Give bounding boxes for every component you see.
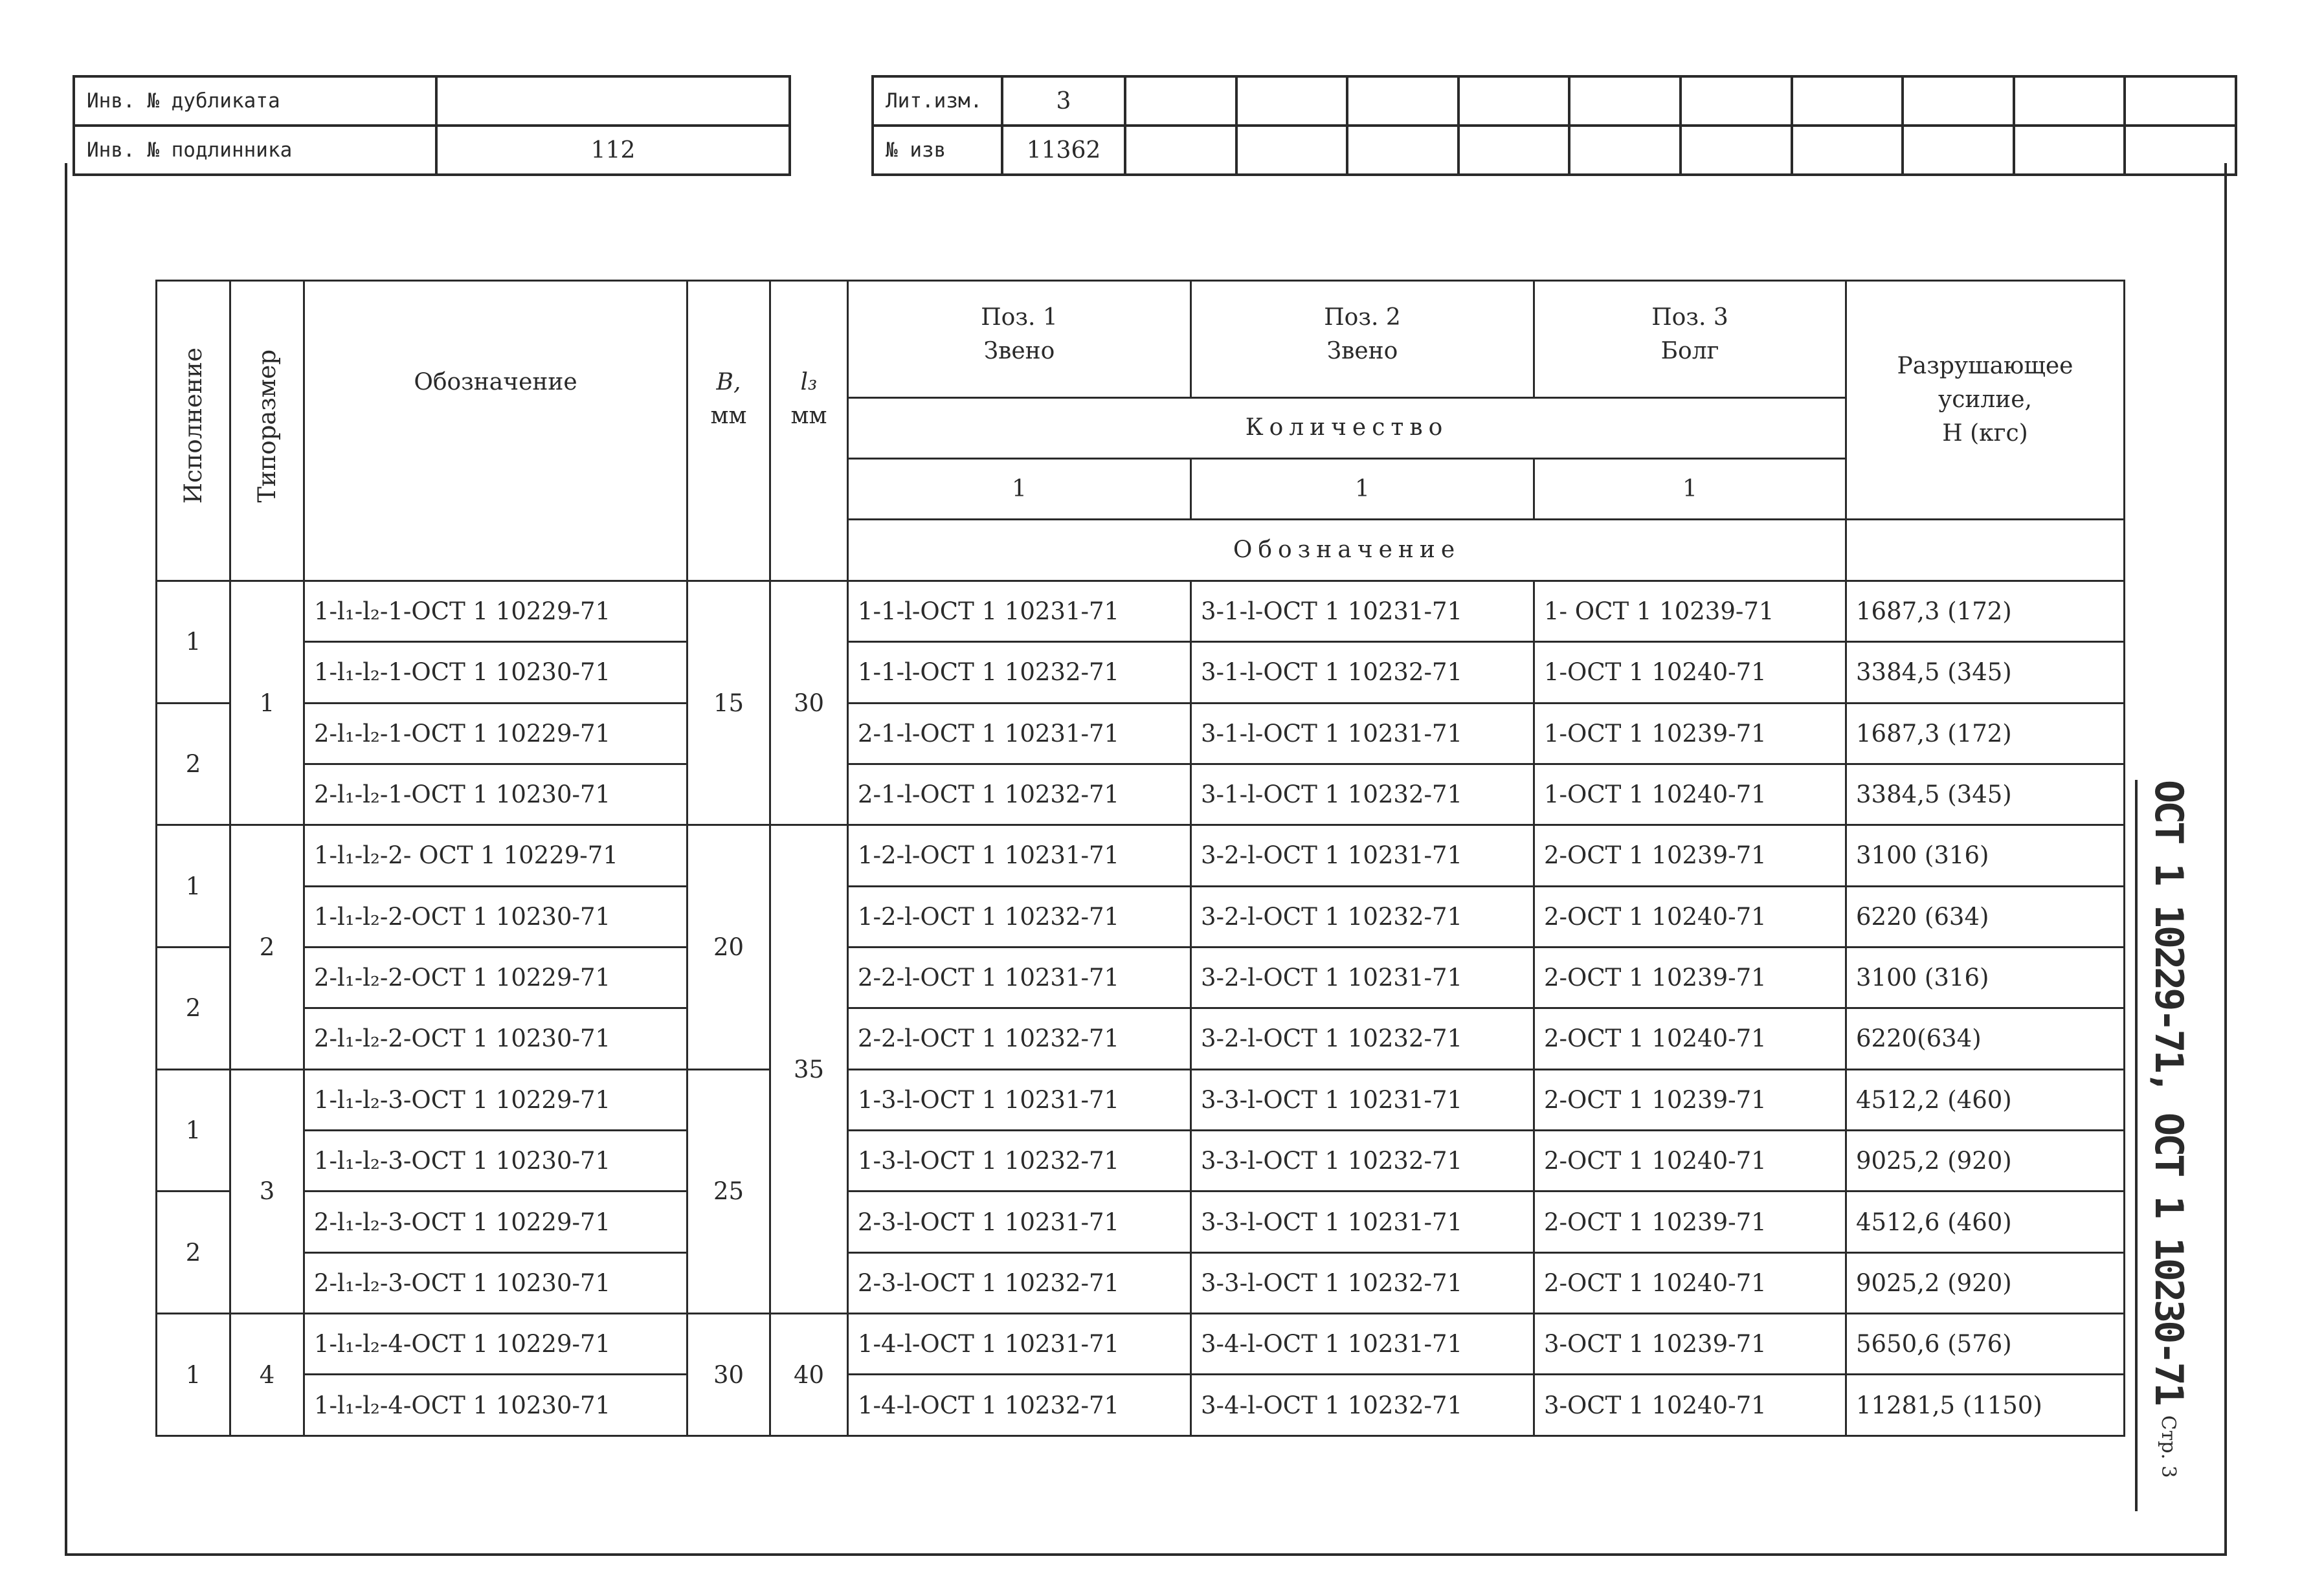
cell-oboznachenie: 1-l₁-l₂-3-ОСТ 1 10230-71 bbox=[304, 1131, 687, 1191]
cell-poz1: 1-2-l-ОСТ 1 10232-71 bbox=[848, 886, 1191, 947]
header-oboznachenie-2: Обозначение bbox=[848, 520, 1846, 581]
table-row bbox=[157, 1069, 2125, 1130]
table-row bbox=[157, 764, 2125, 825]
dup-value bbox=[436, 76, 790, 126]
side-rule bbox=[2135, 780, 2138, 1511]
cell-poz2: 3-4-l-ОСТ 1 10232-71 bbox=[1191, 1375, 1534, 1436]
cell-force: 9025,2 (920) bbox=[1846, 1131, 2125, 1191]
cell-poz1: 2-2-l-ОСТ 1 10232-71 bbox=[848, 1008, 1191, 1069]
cell-poz3: 2-ОСТ 1 10239-71 bbox=[1534, 1191, 1846, 1252]
cell-tiporazmer: 3 bbox=[230, 1069, 304, 1313]
lit-label: Лит.изм. bbox=[873, 76, 1002, 126]
header-qty-3: 1 bbox=[1534, 459, 1846, 520]
header-b: В, мм bbox=[687, 281, 770, 581]
table-row bbox=[157, 703, 2125, 764]
cell-poz3: 2-ОСТ 1 10240-71 bbox=[1534, 1252, 1846, 1313]
page-number: Стр. 3 bbox=[2157, 1415, 2180, 1478]
cell-poz1: 2-1-l-ОСТ 1 10232-71 bbox=[848, 764, 1191, 825]
cell-force: 5650,6 (576) bbox=[1846, 1314, 2125, 1375]
cell-poz1: 1-4-l-ОСТ 1 10231-71 bbox=[848, 1314, 1191, 1375]
header-kolichestvo: Количество bbox=[848, 397, 1846, 458]
table-row bbox=[157, 886, 2125, 947]
cell-poz2: 3-2-l-ОСТ 1 10232-71 bbox=[1191, 886, 1534, 947]
cell-oboznachenie: 2-l₁-l₂-1-ОСТ 1 10230-71 bbox=[304, 764, 687, 825]
cell-oboznachenie: 2-l₁-l₂-2-ОСТ 1 10229-71 bbox=[304, 947, 687, 1008]
cell-poz2: 3-1-l-ОСТ 1 10232-71 bbox=[1191, 764, 1534, 825]
cell-oboznachenie: 2-l₁-l₂-3-ОСТ 1 10229-71 bbox=[304, 1191, 687, 1252]
header-tiporazmer: Типоразмер bbox=[230, 281, 304, 581]
cell-poz3: 2-ОСТ 1 10240-71 bbox=[1534, 886, 1846, 947]
izv-label: № изв bbox=[873, 126, 1002, 175]
dup-label: Инв. № дубликата bbox=[74, 76, 436, 126]
cell-poz1: 1-2-l-ОСТ 1 10231-71 bbox=[848, 825, 1191, 886]
cell-poz3: 3-ОСТ 1 10239-71 bbox=[1534, 1314, 1846, 1375]
cell-b: 20 bbox=[687, 825, 770, 1069]
cell-poz3: 1- ОСТ 1 10239-71 bbox=[1534, 581, 1846, 641]
header-qty-2: 1 bbox=[1191, 459, 1534, 520]
header-poz1: Поз. 1 Звено bbox=[848, 281, 1191, 398]
cell-poz3: 2-ОСТ 1 10240-71 bbox=[1534, 1131, 1846, 1191]
table-row bbox=[157, 642, 2125, 703]
cell-poz2: 3-2-l-ОСТ 1 10231-71 bbox=[1191, 825, 1534, 886]
table-row bbox=[157, 1191, 2125, 1252]
cell-ispolnenie: 2 bbox=[157, 703, 230, 825]
cell-b: 30 bbox=[687, 1314, 770, 1436]
cell-ispolnenie: 1 bbox=[157, 1314, 230, 1436]
cell-poz1: 1-4-l-ОСТ 1 10232-71 bbox=[848, 1375, 1191, 1436]
cell-force: 6220(634) bbox=[1846, 1008, 2125, 1069]
header-l3: l₃ мм bbox=[770, 281, 848, 581]
lit-value: 3 bbox=[1002, 76, 1125, 126]
header-razrushayushchee: Разрушающее усилие, Н (кгс) bbox=[1846, 281, 2125, 520]
cell-poz2: 3-3-l-ОСТ 1 10232-71 bbox=[1191, 1252, 1534, 1313]
cell-poz2: 3-3-l-ОСТ 1 10231-71 bbox=[1191, 1191, 1534, 1252]
cell-poz3: 1-ОСТ 1 10240-71 bbox=[1534, 642, 1846, 703]
orig-label: Инв. № подлинника bbox=[74, 126, 436, 175]
cell-ispolnenie: 1 bbox=[157, 825, 230, 948]
cell-poz2: 3-1-l-ОСТ 1 10231-71 bbox=[1191, 703, 1534, 764]
table-row bbox=[157, 1375, 2125, 1436]
cell-poz2: 3-2-l-ОСТ 1 10232-71 bbox=[1191, 1008, 1534, 1069]
cell-force: 1687,3 (172) bbox=[1846, 581, 2125, 641]
table-row bbox=[157, 1131, 2125, 1191]
parts-table bbox=[155, 280, 2125, 1437]
cell-poz3: 2-ОСТ 1 10239-71 bbox=[1534, 825, 1846, 886]
cell-oboznachenie: 1-l₁-l₂-3-ОСТ 1 10229-71 bbox=[304, 1069, 687, 1130]
cell-poz3: 2-ОСТ 1 10240-71 bbox=[1534, 1008, 1846, 1069]
cell-b: 15 bbox=[687, 581, 770, 825]
cell-oboznachenie: 1-l₁-l₂-2-ОСТ 1 10230-71 bbox=[304, 886, 687, 947]
cell-poz1: 2-3-l-ОСТ 1 10232-71 bbox=[848, 1252, 1191, 1313]
izv-value: 11362 bbox=[1002, 126, 1125, 175]
cell-ispolnenie: 1 bbox=[157, 1069, 230, 1191]
cell-poz1: 2-2-l-ОСТ 1 10231-71 bbox=[848, 947, 1191, 1008]
cell-force: 3384,5 (345) bbox=[1846, 642, 2125, 703]
cell-oboznachenie: 2-l₁-l₂-1-ОСТ 1 10229-71 bbox=[304, 703, 687, 764]
cell-b: 25 bbox=[687, 1069, 770, 1313]
cell-oboznachenie: 2-l₁-l₂-2-ОСТ 1 10230-71 bbox=[304, 1008, 687, 1069]
cell-force: 1687,3 (172) bbox=[1846, 703, 2125, 764]
cell-force: 9025,2 (920) bbox=[1846, 1252, 2125, 1313]
header-qty-1: 1 bbox=[848, 459, 1191, 520]
cell-poz1: 1-3-l-ОСТ 1 10232-71 bbox=[848, 1131, 1191, 1191]
header-ispolnenie: Исполнение bbox=[157, 281, 230, 581]
cell-tiporazmer: 2 bbox=[230, 825, 304, 1069]
cell-ispolnenie: 2 bbox=[157, 1191, 230, 1314]
cell-oboznachenie: 2-l₁-l₂-3-ОСТ 1 10230-71 bbox=[304, 1252, 687, 1313]
cell-poz3: 1-ОСТ 1 10240-71 bbox=[1534, 764, 1846, 825]
cell-oboznachenie: 1-l₁-l₂-1-ОСТ 1 10229-71 bbox=[304, 581, 687, 641]
header-oboznachenie: Обозначение bbox=[304, 281, 687, 581]
cell-poz2: 3-3-l-ОСТ 1 10232-71 bbox=[1191, 1131, 1534, 1191]
cell-force: 11281,5 (1150) bbox=[1846, 1375, 2125, 1436]
table-row bbox=[157, 1252, 2125, 1313]
cell-poz3: 2-ОСТ 1 10239-71 bbox=[1534, 947, 1846, 1008]
cell-poz1: 1-3-l-ОСТ 1 10231-71 bbox=[848, 1069, 1191, 1130]
orig-value: 112 bbox=[436, 126, 790, 175]
cell-l3: 30 bbox=[770, 581, 848, 825]
cell-force: 3100 (316) bbox=[1846, 825, 2125, 886]
cell-oboznachenie: 1-l₁-l₂-1-ОСТ 1 10230-71 bbox=[304, 642, 687, 703]
cell-poz2: 3-2-l-ОСТ 1 10231-71 bbox=[1191, 947, 1534, 1008]
cell-tiporazmer: 1 bbox=[230, 581, 304, 825]
cell-poz2: 3-3-l-ОСТ 1 10231-71 bbox=[1191, 1069, 1534, 1130]
table-row bbox=[157, 825, 2125, 886]
cell-poz1: 1-1-l-ОСТ 1 10231-71 bbox=[848, 581, 1191, 641]
cell-poz3: 2-ОСТ 1 10239-71 bbox=[1534, 1069, 1846, 1130]
cell-force: 3100 (316) bbox=[1846, 947, 2125, 1008]
cell-poz2: 3-1-l-ОСТ 1 10231-71 bbox=[1191, 581, 1534, 641]
cell-force: 4512,6 (460) bbox=[1846, 1191, 2125, 1252]
revision-stamp bbox=[871, 75, 2237, 176]
cell-oboznachenie: 1-l₁-l₂-2- ОСТ 1 10229-71 bbox=[304, 825, 687, 886]
table-row bbox=[157, 581, 2125, 641]
cell-poz1: 2-3-l-ОСТ 1 10231-71 bbox=[848, 1191, 1191, 1252]
cell-poz1: 2-1-l-ОСТ 1 10231-71 bbox=[848, 703, 1191, 764]
cell-oboznachenie: 1-l₁-l₂-4-ОСТ 1 10230-71 bbox=[304, 1375, 687, 1436]
cell-poz1: 1-1-l-ОСТ 1 10232-71 bbox=[848, 642, 1191, 703]
table-row bbox=[157, 1008, 2125, 1069]
table-row bbox=[157, 1314, 2125, 1375]
header-poz3: Поз. 3 Болг bbox=[1534, 281, 1846, 398]
table-body bbox=[157, 281, 2125, 1436]
cell-poz3: 1-ОСТ 1 10239-71 bbox=[1534, 703, 1846, 764]
cell-poz2: 3-4-l-ОСТ 1 10231-71 bbox=[1191, 1314, 1534, 1375]
cell-tiporazmer: 4 bbox=[230, 1314, 304, 1436]
cell-force: 6220 (634) bbox=[1846, 886, 2125, 947]
cell-force: 3384,5 (345) bbox=[1846, 764, 2125, 825]
side-designation bbox=[2140, 780, 2198, 1511]
cell-l3: 40 bbox=[770, 1314, 848, 1436]
inventory-stamp bbox=[73, 75, 791, 176]
document-code: ОСТ 1 10229-71, ОСТ 1 10230-71 bbox=[2146, 780, 2191, 1404]
cell-poz3: 3-ОСТ 1 10240-71 bbox=[1534, 1375, 1846, 1436]
cell-poz2: 3-1-l-ОСТ 1 10232-71 bbox=[1191, 642, 1534, 703]
cell-ispolnenie: 2 bbox=[157, 947, 230, 1069]
cell-force: 4512,2 (460) bbox=[1846, 1069, 2125, 1130]
cell-l3: 35 bbox=[770, 825, 848, 1314]
cell-ispolnenie: 1 bbox=[157, 581, 230, 703]
cell-oboznachenie: 1-l₁-l₂-4-ОСТ 1 10229-71 bbox=[304, 1314, 687, 1375]
table-row bbox=[157, 947, 2125, 1008]
header-poz2: Поз. 2 Звено bbox=[1191, 281, 1534, 398]
